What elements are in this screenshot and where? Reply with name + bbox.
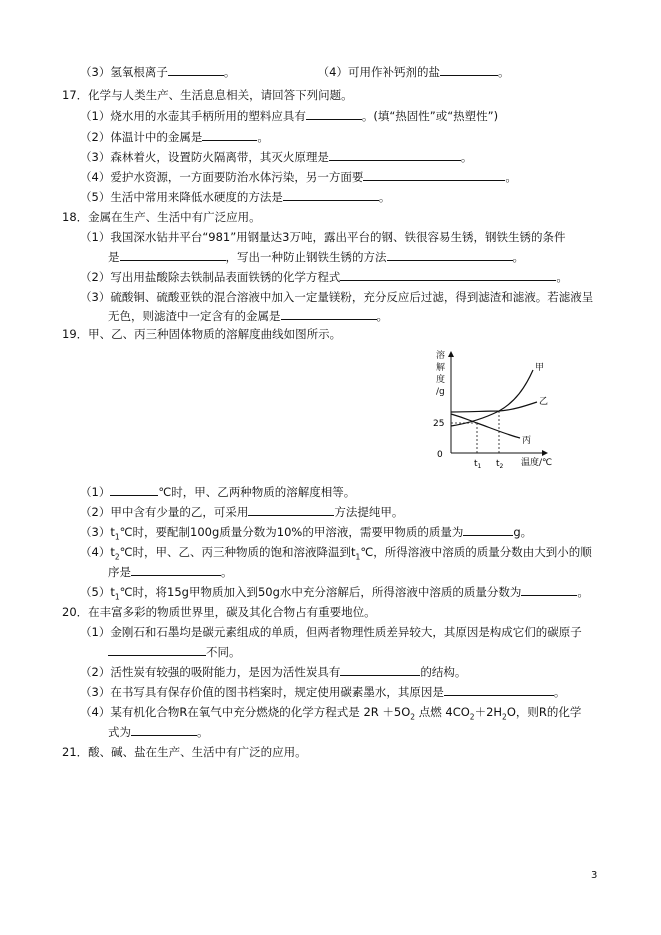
answer-blank[interactable] [281,308,377,320]
answer-blank[interactable] [340,664,420,676]
solubility-curve-graph [425,348,575,473]
answer-blank[interactable] [363,169,505,181]
q18-item-2: （2）写出用盐酸除去铁制品表面铁锈的化学方程式 。 [80,270,568,284]
q17-title: 17．化学与人类生产、生活息息相关，请回答下列问题。 [62,88,353,102]
q18-title: 18．金属在生产、生活中有广泛应用。 [62,210,261,224]
y-tick-25: 25 [433,419,445,429]
x-axis-label: 温度/℃ [521,458,553,468]
answer-blank[interactable] [168,64,224,76]
q20-item-4a: （4）某有机化合物R在氧气中充分燃烧的化学方程式是 $2R +5O_2$ 点燃 $4CO_2+2H_2O$，则R的化学 [80,705,582,722]
q17-item-5: （5）生活中常用来降低水硬度的方法是 。 [80,190,391,204]
q17-item-3: （3）森林着火，设置防火隔离带，其灭火原理是 。 [80,150,473,164]
page-number: 3 [591,870,598,881]
q19-title: 19．甲、乙、丙三种固体物质的溶解度曲线如图所示。 [62,327,342,341]
x-tick-t1: $t_1$ [474,459,482,470]
q19-item-3: $(3)t_1℃$时，要配制100g质量分数为10%的甲溶液，需要甲物质的质量为 g。 [80,525,533,542]
x-tick-t2: $t_2$ [496,459,504,470]
answer-blank[interactable] [444,684,554,696]
q20-title: 20．在丰富多彩的物质世界里，碳及其化合物占有重要地位。 [62,605,376,619]
y-axis-label-2: 解 [436,363,446,373]
q19-item-5: $(5)t_1℃$时，将15g甲物质加入到50g水中充分溶解后，所得溶液中溶质的质量分数为 。 [80,585,589,602]
answer-blank[interactable] [110,484,158,496]
answer-blank[interactable] [108,644,206,656]
q16-line: （3）氢氧根离子 。 （4）可用作补钙剂的盐 。 [80,65,510,79]
q19-item-2: （2）甲中含有少量的乙，可采用 方法提纯甲。 [80,505,404,519]
q19-item-4a: $(4)t_2℃$时，甲、乙、丙三种物质的饱和溶液降温到$t_1℃$，所得溶液中溶质的质量分数由大到小的顺 [80,545,592,562]
q20-item-1a: （1）金刚石和石墨均是碳元素组成的单质，但两者物理性质差异较大，其原因是构成它们的碳原子 [80,625,582,639]
q17-item-2: （2）体温计中的金属是 。 [80,130,269,144]
q20-item-2: （2）活性炭有较强的吸附能力，是因为活性炭具有 的结构。 [80,665,467,679]
answer-blank[interactable] [387,249,513,261]
answer-blank[interactable] [329,149,461,161]
answer-blank[interactable] [306,108,362,120]
q18-item-1b: 是 ，写出一种防止钢铁生锈的方法 。 [108,250,524,264]
answer-blank[interactable] [340,269,556,281]
answer-blank[interactable] [521,584,577,596]
label-yi: 乙 [539,397,549,407]
answer-blank[interactable] [202,129,257,141]
label-bing: 丙 [522,436,532,446]
y-axis-label-1: 溶 [436,351,446,361]
q17-item-4: （4）爱护水资源，一方面要防治水体污染，另一方面要 。 [80,170,517,184]
q18-item-1a: （1）我国深水钻井平台“981”用钢量达3万吨，露出平台的钢、铁很容易生锈，钢铁生锈的条件 [80,230,566,244]
answer-blank[interactable] [463,524,513,536]
q19-item-4b: 序是 。 [108,565,233,579]
q20-item-3: （3）在书写具有保存价值的图书档案时，规定使用碳素墨水，其原因是 。 [80,685,566,699]
q19-item-1: （1） ℃时，甲、乙两种物质的溶解度相等。 [80,485,356,499]
curve-bing [451,414,520,438]
q17-item-1: （1）烧水用的水壶其手柄所用的塑料应具有 。(填“热固性”或“热塑性”) [80,109,499,123]
y-axis-label-4: /g [436,387,445,397]
answer-blank[interactable] [248,504,334,516]
origin-label: 0 [437,450,443,460]
q20-item-4b: 式为 。 [108,725,209,739]
answer-blank[interactable] [283,189,379,201]
curve-yi [451,402,537,412]
answer-blank[interactable] [131,724,197,736]
answer-blank[interactable] [131,564,221,576]
q18-item-3a: （3）硫酸铜、硫酸亚铁的混合溶液中加入一定量镁粉，充分反应后过滤，得到滤渣和滤液。若滤液呈 [80,290,594,304]
answer-blank[interactable] [440,64,498,76]
y-axis-label-3: 度 [436,375,446,385]
q21-title: 21．酸、碱、盐在生产、生活中有广泛的应用。 [62,745,307,759]
answer-blank[interactable] [120,249,226,261]
label-jia: 甲 [535,363,545,373]
q20-item-1b: 不同。 [108,644,241,660]
q18-item-3b: 无色，则滤渣中一定含有的金属是 。 [108,309,388,323]
